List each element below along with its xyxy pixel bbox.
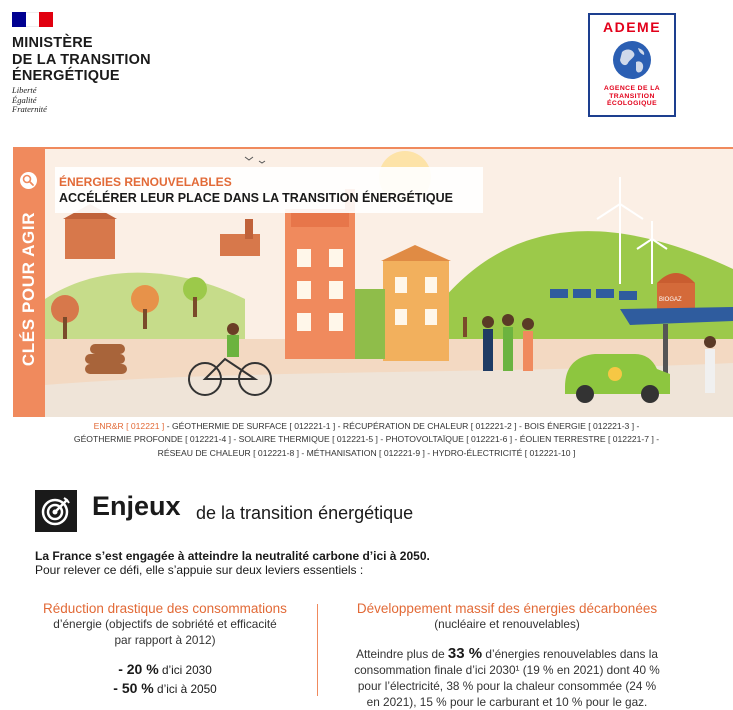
section-subtitle: de la transition énergétique [196, 503, 414, 523]
lever-decarbonised-body [330, 646, 684, 710]
stat-2050 [26, 679, 304, 698]
banner [13, 147, 733, 417]
banner-sidebar [13, 149, 45, 417]
body-after-1: d’énergies renouvelables dans la [482, 647, 658, 661]
codes-line-1-rest: - GÉOTHERMIE DE SURFACE [ 012221-1 ] - RÉCUPÉRATION DE CHALEUR [ 012221-2 ] - BOIS ÉNERGIE [ 012221-3 ] - [164, 421, 640, 431]
banner-title-line-1: ÉNERGIES RENOUVELABLES [59, 175, 232, 189]
intro-bold: La France s’est engagée à atteindre la neutralité carbone d’ici à 2050. [35, 549, 430, 563]
ademe-tagline [592, 85, 672, 108]
lever-consumption-body-2: par rapport à 2012) [114, 633, 216, 647]
lever-decarbonised-body-4: en 2021), 15 % pour le carburant et 10 % pour le gaz. [366, 695, 648, 709]
lever-decarbonised-body-2: consommation finale d’ici 2030¹ (19 % en 2021) dont 40 % [354, 663, 660, 677]
sidebar-label: CLÉS POUR AGIR [19, 211, 38, 367]
french-flag [12, 12, 53, 27]
codes-line-3: RÉSEAU DE CHALEUR [ 012221-8 ] - MÉTHANISATION [ 012221-9 ] - HYDRO-ÉLECTRICITÉ [ 012221-10 ] [157, 447, 576, 458]
ministry-line-3: ÉNERGÉTIQUE [12, 68, 120, 84]
lever-consumption [26, 601, 304, 698]
biogas-tank [657, 273, 695, 311]
stat-2030-label: d’ici 2030 [158, 663, 212, 677]
section-title: Enjeux [92, 491, 181, 521]
stat-2050-label: d’ici à 2050 [153, 682, 217, 696]
banner-title-box [55, 167, 483, 213]
ademe-logo-name: ADEME [602, 19, 662, 35]
motto-liberte: Liberté [12, 85, 37, 95]
lever-consumption-body-1: d’énergie (objectifs de sobriété et efficacité [53, 617, 277, 631]
tall-building [285, 189, 355, 359]
motto-fraternite: Fraternité [12, 104, 47, 114]
lever-decarbonised-title: Développement massif des énergies décarbonées [356, 601, 658, 616]
cyclist-body [227, 335, 239, 357]
lever-consumption-title: Réduction drastique des consommations [43, 601, 287, 616]
globe-icon [612, 40, 652, 80]
middle-building [381, 245, 451, 361]
motto-egalite: Égalité [12, 94, 37, 105]
small-green-building [355, 289, 385, 359]
lever-decarbonised-body-3: pour l’électricité, 38 % pour la chaleur consommée (24 % [357, 679, 657, 693]
stat-2030 [26, 660, 304, 679]
codes-line-2: GÉOTHERMIE PROFONDE [ 012221-4 ] - SOLAIRE THERMIQUE [ 012221-5 ] - PHOTOVOLTAÏQUE [ 012221-6 ] - ÉOLIEN TERRESTRE [ 012221-7 ] - [73, 434, 660, 445]
ademe-tagline-2: TRANSITION [609, 92, 655, 100]
flag-white-stripe [26, 12, 40, 27]
target-icon-box [35, 490, 77, 532]
ministry-line-1: MINISTÈRE [12, 35, 93, 51]
stat-2030-value: - 20 % [118, 661, 159, 677]
ademe-logo [588, 13, 676, 117]
wood-logs [85, 344, 127, 374]
ministry-name [12, 35, 151, 85]
lever-decarbonised [330, 601, 684, 710]
biogas-label: BIOGAZ [659, 297, 682, 303]
intro-text: Pour relever ce défi, elle s’appuie sur deux leviers essentiels : [35, 563, 364, 577]
lever-decarbonised-subtitle: (nucléaire et renouvelables) [434, 617, 580, 631]
codes-highlight: ENR&R [ 012221 ] [93, 421, 165, 431]
body-before: Atteindre plus de [356, 647, 448, 661]
ademe-tagline-3: ÉCOLOGIQUE [606, 100, 658, 108]
flag-blue-stripe [12, 12, 26, 27]
flag-red-stripe [39, 12, 53, 27]
category-codes [20, 420, 713, 460]
stat-2050-value: - 50 % [113, 680, 154, 696]
ademe-tagline-1: AGENCE DE LA [603, 85, 661, 92]
search-icon-badge [20, 172, 37, 189]
search-icon [20, 172, 37, 189]
lever-decarbonised-body-1 [330, 646, 684, 662]
renewable-target-value: 33 % [447, 645, 483, 662]
column-divider [317, 604, 318, 696]
republic-motto [12, 86, 47, 115]
codes-line-1 [20, 420, 713, 433]
lever-consumption-body [26, 616, 304, 648]
target-icon [35, 490, 77, 532]
banner-title-line-2: ACCÉLÉRER LEUR PLACE DANS LA TRANSITION ÉNERGÉTIQUE [59, 191, 454, 205]
ministry-line-2: DE LA TRANSITION [12, 51, 151, 68]
cyclist-head [227, 323, 239, 335]
